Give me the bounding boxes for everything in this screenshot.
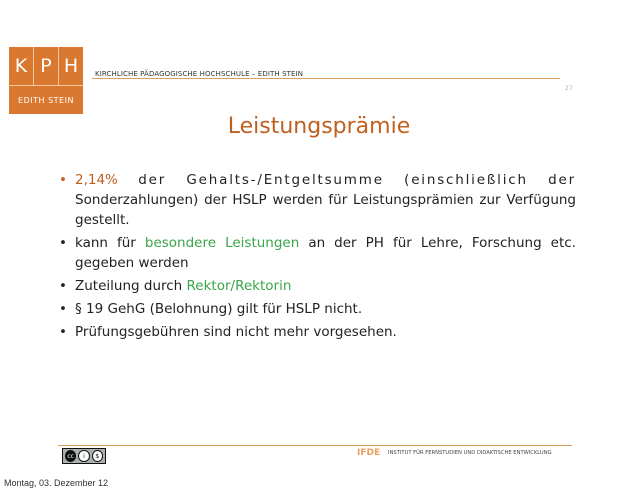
bullet-dot: •	[59, 324, 67, 340]
by-icon	[78, 450, 89, 462]
bullet-text: Prüfungsgebühren sind nicht mehr vorgesehen.	[75, 324, 397, 340]
cc-icon	[65, 450, 76, 462]
cc-symbol: cc	[67, 452, 74, 460]
date-label: Montag, 03. Dezember 12	[4, 478, 109, 488]
logo-letters	[9, 47, 83, 85]
bullet-item	[56, 276, 576, 296]
bullet-text: der Gehalts-/Entgeltsumme (einschließlich der	[117, 172, 576, 188]
ifde-label: IFDE	[357, 448, 381, 458]
bullet-item	[56, 322, 576, 342]
header-divider	[92, 78, 560, 79]
kph-logo	[9, 47, 83, 114]
bullet-list	[56, 170, 576, 345]
bullet-dot: •	[59, 172, 67, 188]
logo-letter-k: K	[14, 55, 28, 77]
bullet-item	[56, 233, 576, 273]
green-highlight: besondere Leistungen	[144, 235, 300, 251]
bullet-text: kann für	[75, 235, 145, 251]
bullet-text: § 19 GehG (Belohnung) gilt für HSLP nicht.	[75, 301, 363, 317]
page-number: 27	[565, 85, 573, 92]
bullet-dot: •	[59, 301, 67, 317]
logo-letter-p: P	[40, 55, 52, 77]
ifde-subtitle: INSTITUT FÜR FERNSTUDIEN UND DIDAKTISCHE ENTWICKLUNG	[388, 450, 552, 456]
slide-title: Leistungsprämie	[227, 114, 411, 139]
bullet-text: Zuteilung durch	[75, 278, 187, 294]
bullet-item	[56, 170, 576, 230]
bullet-dot: •	[59, 235, 67, 251]
green-highlight: Rektor/Rektorin	[186, 278, 292, 294]
bullet-dot: •	[59, 278, 67, 294]
percentage-highlight: 2,14%	[75, 172, 118, 188]
by-symbol: i	[83, 452, 85, 460]
creative-commons-badge[interactable]	[62, 448, 106, 464]
footer-divider	[58, 445, 572, 446]
institution-header: KIRCHLICHE PÄDAGOGISCHE HOCHSCHULE – EDITH STEIN	[95, 70, 304, 78]
logo-name: EDITH STEIN	[9, 85, 83, 115]
bullet-text-continued: an der PH für Lehre, Forschung etc. gegeben werden	[75, 235, 576, 271]
bullet-item	[56, 299, 576, 319]
nc-icon: $	[92, 450, 103, 462]
bullet-text-continued: Sonderzahlungen) der HSLP werden für Leistungsprämien zur Verfügung gestellt.	[75, 192, 576, 228]
logo-letter-h: H	[63, 55, 79, 77]
